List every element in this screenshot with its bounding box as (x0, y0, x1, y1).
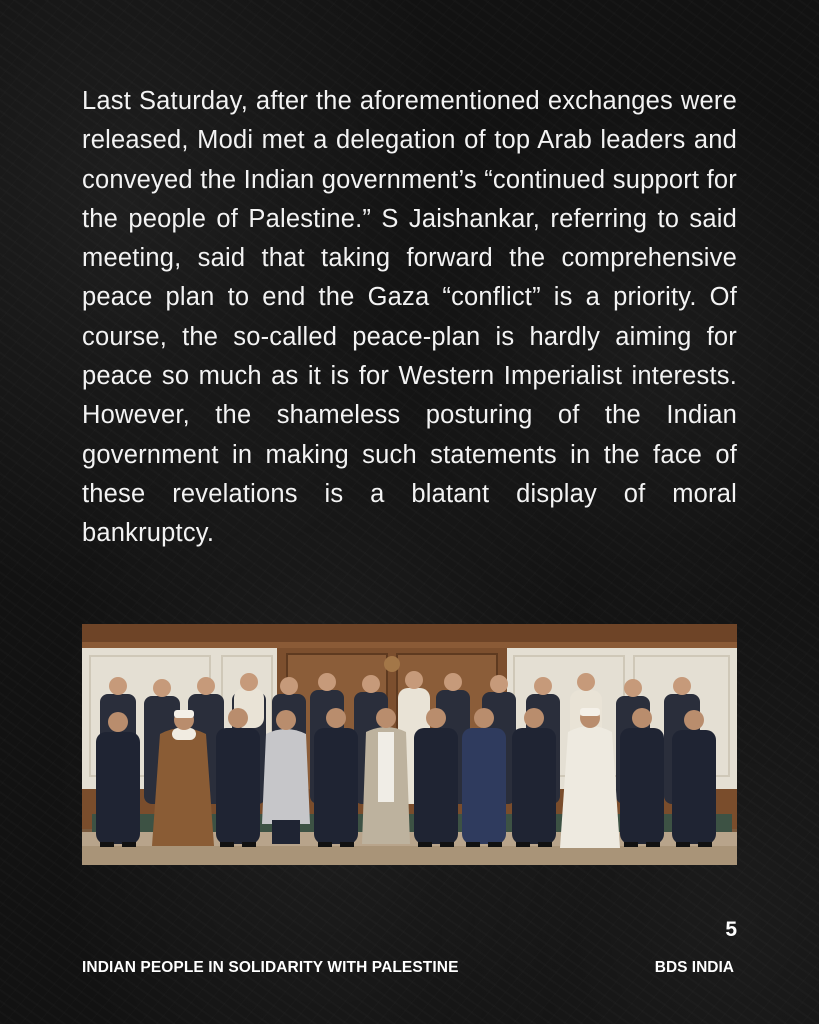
page-number: 5 (725, 918, 737, 941)
footer-brand-label: BDS INDIA (654, 959, 734, 976)
delegation-group-photo (82, 624, 737, 865)
group-photo-illustration (82, 624, 737, 865)
article-paragraph: Last Saturday, after the aforementioned exchanges were released, Modi met a delegation of top Arab leaders and conveyed the Indian government’s “continued support for the people of Palestine.” S Jaishankar, referring to said meeting, said that taking forward the comprehensive peace plan to end the Gaza “conflict” is a priority. Of course, the so-called peace-plan is hardly aiming for peace so much as it is for Western Imperialist interests. However, the shameless posturing of the Indian government in making such statements in the face of these revelations is a blatant display of moral bankruptcy. (82, 87, 737, 548)
footer-organization-label: INDIAN PEOPLE IN SOLIDARITY WITH PALESTINE (82, 959, 459, 976)
